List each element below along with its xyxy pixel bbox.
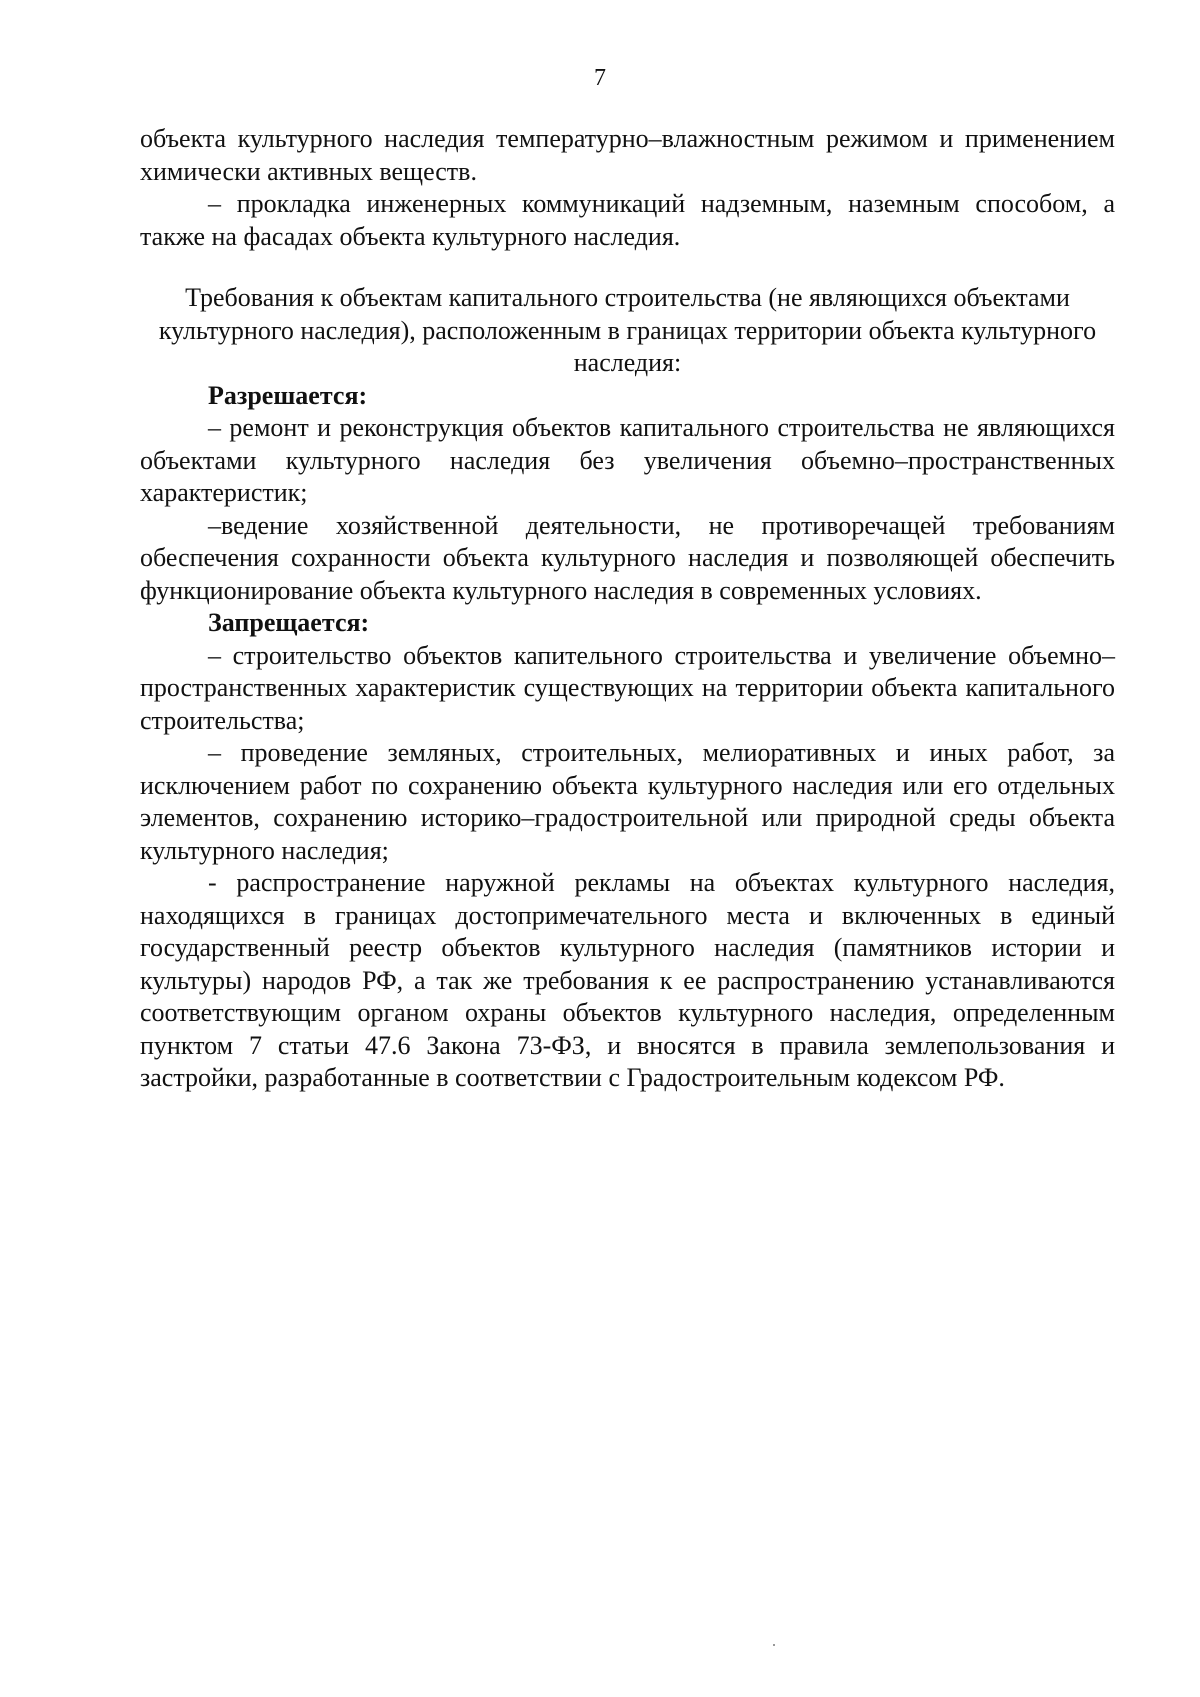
forbidden-item-2: – проведение земляных, строительных, мелиоративных и иных работ, за исключением работ по сохранению объекта культурного наследия или его отдельных элементов, сохранению историко–градостроительной или природной среды объекта культурного наследия; <box>140 738 1115 865</box>
allowed-item-2: –ведение хозяйственной деятельности, не противоречащей требованиям обеспечения сохранности объекта культурного наследия и позволяющей обеспечить функционирование объекта культурного наследия в современных условиях. <box>140 510 1115 605</box>
forbidden-item-3: - распространение наружной рекламы на объектах культурного наследия, находящихся в границах достопримечательного места и включенных в единый государственный реестр объектов культурного наследия (памятников истории и культуры) народов РФ, а так же требования к ее распространению устанавливаются соответствующим органом охраны объектов культурного наследия, определенным пунктом 7 статьи 47.6 Закона 73-ФЗ, и вносятся в правила землепользования и застройки, разработанные в соответствии с Градостроительным кодексом РФ. <box>140 868 1115 1092</box>
document-body <box>140 123 1115 1095</box>
paragraph-continuation: объекта культурного наследия температурно–влажностным режимом и применением химически активных веществ. <box>140 124 1115 186</box>
section-heading: Требования к объектам капитального строительства (не являющихся объектами культурного наследия), расположенным в границах территории объекта культурного наследия: <box>158 283 1097 377</box>
page-number: 7 <box>594 65 606 91</box>
paragraph-utilities: – прокладка инженерных коммуникаций надземным, наземным способом, а также на фасадах объекта культурного наследия. <box>140 189 1115 251</box>
allowed-item-1: – ремонт и реконструкция объектов капитального строительства не являющихся объектами культурного наследия без увеличения объемно–пространственных характеристик; <box>140 413 1115 507</box>
allowed-label: Разрешается: <box>208 380 368 410</box>
forbidden-item-1: – строительство объектов капительного строительства и увеличение объемно–пространственных характеристик существующих на территории объекта капитального строительства; <box>140 640 1115 735</box>
forbidden-label: Запрещается: <box>208 608 370 637</box>
scan-speck <box>773 1644 775 1646</box>
